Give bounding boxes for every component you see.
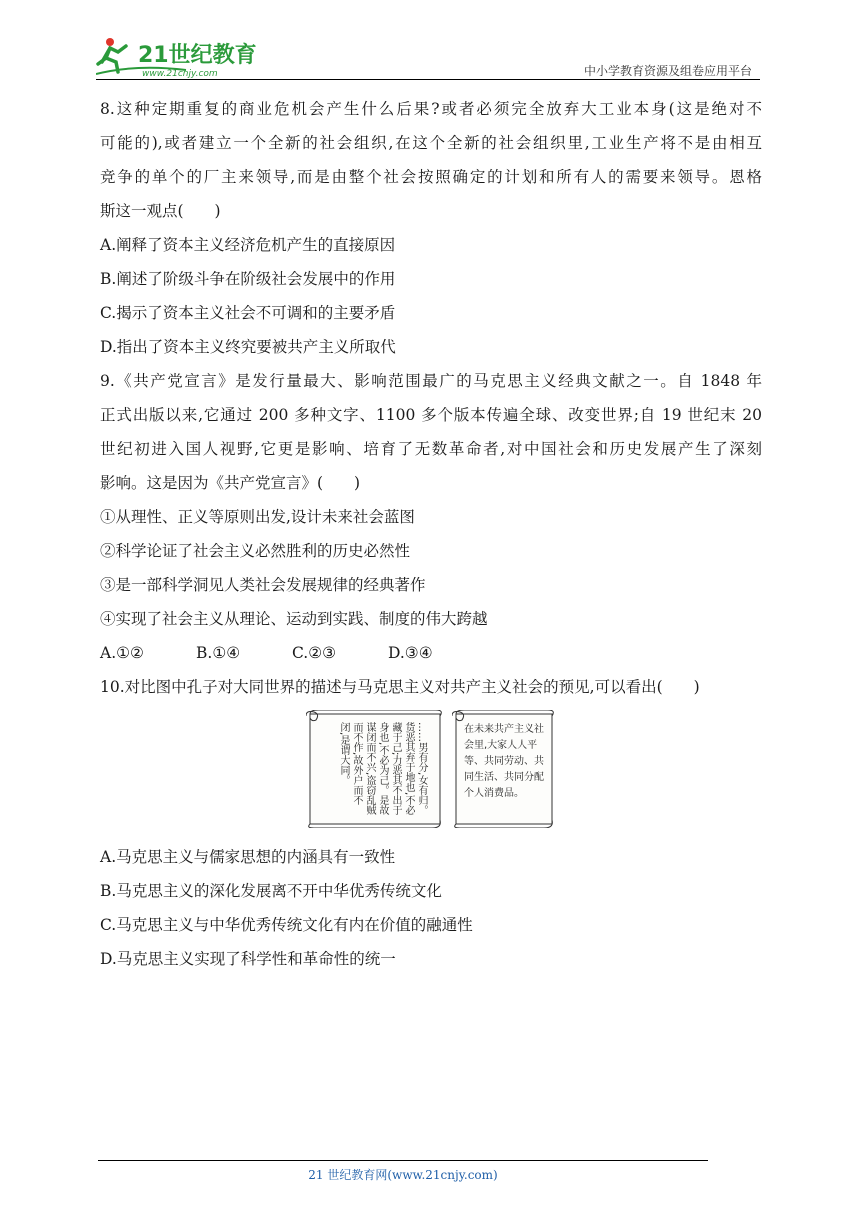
page-header: [96, 34, 760, 80]
option-a: A.阐释了资本主义经济危机产生的直接原因: [100, 236, 396, 254]
scroll-figure: [100, 706, 762, 836]
question-content: [100, 92, 762, 976]
question-stem-line: 8.这种定期重复的商业危机会产生什么后果?或者必须完全放弃大工业本身(这是绝对不: [100, 100, 762, 118]
logo-url: www.21cnjy.com: [142, 69, 218, 78]
option-b: B.①④: [196, 644, 241, 662]
option-d: D.马克思主义实现了科学性和革命性的统一: [100, 950, 396, 968]
footer-divider: [98, 1160, 708, 1161]
question-stem-line: 可能的),或者建立一个全新的社会组织,在这个全新的社会组织里,工业生产将不是由相互: [100, 134, 762, 152]
communism-scroll: [452, 710, 556, 828]
option-a: A.马克思主义与儒家思想的内涵具有一致性: [100, 848, 396, 866]
question-stem-line: 影响。这是因为《共产党宣言》( ): [100, 474, 361, 492]
option-d: D.指出了资本主义终究要被共产主义所取代: [100, 338, 396, 356]
confucius-scroll: [306, 710, 444, 828]
question-stem-line: 9.《共产党宣言》是发行量最大、影响范围最广的马克思主义经典文献之一。自 1848 年: [100, 372, 762, 390]
question-stem-line: 斯这一观点( ): [100, 202, 221, 220]
statement-item: ④实现了社会主义从理论、运动到实践、制度的伟大跨越: [100, 610, 488, 628]
question-10: [100, 670, 762, 976]
question-9: [100, 364, 762, 670]
option-c: C.马克思主义与中华优秀传统文化有内在价值的融通性: [100, 916, 473, 934]
question-stem-line: 正式出版以来,它通过 200 多种文字、1100 多个版本传遍全球、改变世界;自 19 世纪末 20: [100, 406, 762, 424]
statement-item: ③是一部科学洞见人类社会发展规律的经典著作: [100, 576, 426, 594]
option-d: D.③④: [388, 644, 433, 662]
logo-text: 21世纪教育: [138, 43, 257, 68]
option-c: C.②③: [292, 644, 337, 662]
site-logo: [96, 34, 266, 78]
options-row: [100, 636, 762, 670]
question-8: [100, 92, 762, 364]
confucius-text: ……男有分,女有归。货恶其弃于地也,不必藏于己;力恶其不出于身也,不必为己。是故谋闭而不兴,盗窃乱贼而不作,故外户而不闭,是谓大同。: [338, 722, 427, 816]
footer-text: 21 世纪教育网(www.21cnjy.com): [308, 1168, 498, 1182]
question-stem-line: 世纪初进入国人视野,它更是影响、培育了无数革命者,对中国社会和历史发展产生了深刻: [100, 440, 762, 458]
question-stem-line: 10.对比图中孔子对大同世界的描述与马克思主义对共产主义社会的预见,可以看出( ): [100, 678, 700, 696]
statement-item: ②科学论证了社会主义必然胜利的历史必然性: [100, 542, 411, 560]
runner-icon: [96, 34, 266, 78]
header-divider: [96, 79, 760, 80]
platform-name: 中小学教育资源及组卷应用平台: [583, 64, 752, 78]
communism-text: 在未来共产主义社会里,大家人人平等、共同劳动、共同生活、共同分配个人消费品。: [464, 724, 544, 799]
option-a: A.①②: [100, 644, 144, 662]
option-c: C.揭示了资本主义社会不可调和的主要矛盾: [100, 304, 396, 322]
question-stem-line: 竞争的单个的厂主来领导,而是由整个社会按照确定的计划和所有人的需要来领导。恩格: [100, 168, 762, 186]
statement-item: ①从理性、正义等原则出发,设计未来社会蓝图: [100, 508, 415, 526]
option-b: B.阐述了阶级斗争在阶级社会发展中的作用: [100, 270, 396, 288]
option-b: B.马克思主义的深化发展离不开中华优秀传统文化: [100, 882, 442, 900]
